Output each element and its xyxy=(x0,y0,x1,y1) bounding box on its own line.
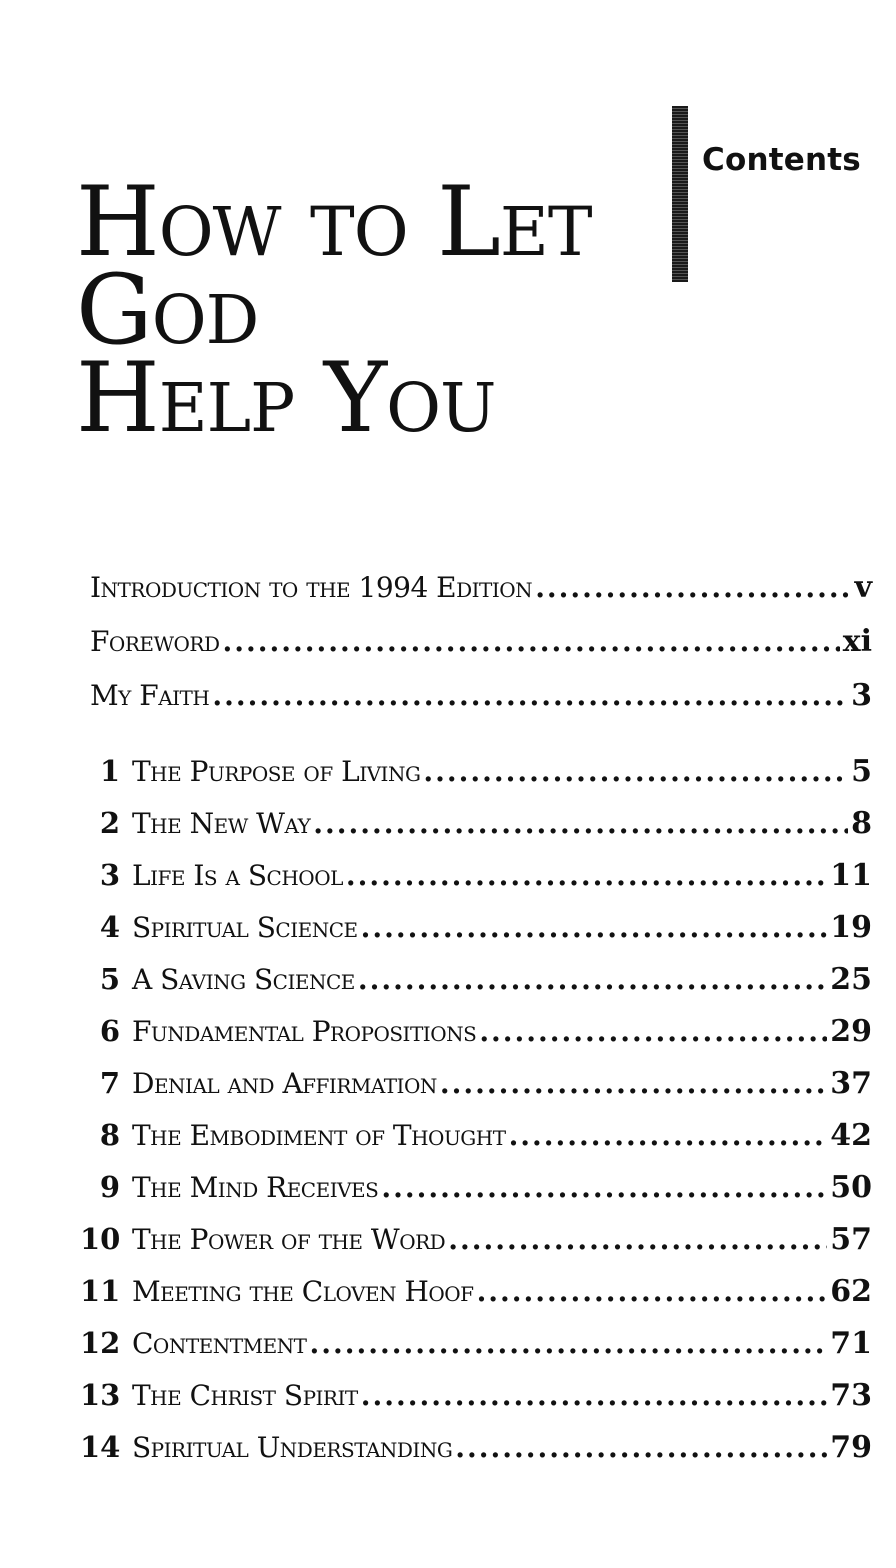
toc-page-number: 71 xyxy=(830,1326,872,1361)
toc-leader-dots xyxy=(455,1431,827,1464)
toc-title: The New Way xyxy=(132,807,311,840)
toc-chapter-number: 3 xyxy=(99,858,120,892)
toc-chapter-number: 11 xyxy=(80,1274,121,1308)
toc-title: Introduction to the 1994 Edition xyxy=(90,571,533,604)
toc-entry-my-faith[interactable] xyxy=(80,678,872,718)
toc-page-number: 5 xyxy=(851,754,872,789)
toc-leader-dots xyxy=(423,755,848,788)
toc-entry-chapter[interactable] xyxy=(80,1170,872,1210)
toc-leader-dots xyxy=(358,963,827,996)
toc-entry-foreword[interactable] xyxy=(80,624,872,664)
toc-chapter-number: 8 xyxy=(99,1118,120,1152)
toc-chapter-number: 7 xyxy=(99,1066,120,1100)
toc-entry-chapter[interactable] xyxy=(80,754,872,794)
toc-title: Contentment xyxy=(132,1327,307,1360)
toc-entry-chapter[interactable] xyxy=(80,858,872,898)
toc-title: Denial and Affirmation xyxy=(132,1067,437,1100)
toc-leader-dots xyxy=(448,1223,827,1256)
toc-leader-dots xyxy=(310,1327,828,1360)
section-label: Contents xyxy=(702,142,861,178)
toc-chapter-number: 13 xyxy=(80,1378,121,1412)
toc-leader-dots xyxy=(361,911,828,944)
toc-leader-dots xyxy=(477,1275,828,1308)
toc-page-number: 62 xyxy=(830,1274,872,1309)
toc-leader-dots xyxy=(346,859,827,892)
toc-chapter-number: 1 xyxy=(99,754,120,788)
toc-entry-chapter[interactable] xyxy=(80,1326,872,1366)
toc-leader-dots xyxy=(509,1119,828,1152)
toc-page-number: 57 xyxy=(830,1222,872,1257)
toc-leader-dots xyxy=(223,625,840,658)
toc-page-number: 50 xyxy=(830,1170,872,1205)
toc-page-number: v xyxy=(854,570,872,605)
toc-page-number: 11 xyxy=(830,858,872,893)
toc-chapter-number: 12 xyxy=(80,1326,121,1360)
toc-leader-dots xyxy=(212,679,848,712)
toc-entry-chapter[interactable] xyxy=(80,1378,872,1418)
toc-entry-chapter[interactable] xyxy=(80,1066,872,1106)
toc-page-number: 42 xyxy=(830,1118,872,1153)
toc-page-number: 8 xyxy=(851,806,872,841)
toc-chapter-number: 14 xyxy=(80,1430,121,1464)
toc-page-number: 25 xyxy=(830,962,872,997)
toc-entry-chapter[interactable] xyxy=(80,1430,872,1470)
toc-entry-introduction[interactable] xyxy=(80,570,872,610)
toc-title: My Faith xyxy=(90,679,210,712)
toc-title: The Christ Spirit xyxy=(132,1379,358,1412)
toc-leader-dots xyxy=(479,1015,827,1048)
toc-title: Foreword xyxy=(90,625,220,658)
book-title-line: Help You xyxy=(76,342,496,454)
toc-chapter-number: 10 xyxy=(80,1222,121,1256)
book-title xyxy=(76,166,636,454)
toc-title: Spiritual Understanding xyxy=(132,1431,453,1464)
toc-chapter-number: 6 xyxy=(99,1014,120,1048)
toc-page-number: 73 xyxy=(830,1378,872,1413)
toc-page-number: 3 xyxy=(851,678,872,713)
toc-leader-dots xyxy=(535,571,851,604)
toc-title: The Embodiment of Thought xyxy=(132,1119,506,1152)
toc-title: Meeting the Cloven Hoof xyxy=(132,1275,474,1308)
toc-leader-dots xyxy=(313,807,848,840)
toc-entry-chapter[interactable] xyxy=(80,1274,872,1314)
toc-chapter-number: 5 xyxy=(99,962,120,996)
section-marker-bar xyxy=(672,106,688,282)
toc-entry-chapter[interactable] xyxy=(80,806,872,846)
toc-title: The Mind Receives xyxy=(132,1171,379,1204)
toc-leader-dots xyxy=(381,1171,827,1204)
toc-title: The Purpose of Living xyxy=(132,755,421,788)
toc-entry-chapter[interactable] xyxy=(80,962,872,1002)
toc-entry-chapter[interactable] xyxy=(80,1118,872,1158)
toc-page-number: 19 xyxy=(830,910,872,945)
book-title-line: God xyxy=(76,254,259,366)
toc-page-number: 29 xyxy=(830,1014,872,1049)
toc-title: The Power of the Word xyxy=(132,1223,446,1256)
toc-title: Life Is a School xyxy=(132,859,343,892)
toc-chapter-number: 9 xyxy=(99,1170,120,1204)
book-title-line: How to Let xyxy=(76,166,592,278)
toc-entry-chapter[interactable] xyxy=(80,1222,872,1262)
toc-chapter-number: 4 xyxy=(99,910,120,944)
toc-page-number: 37 xyxy=(830,1066,872,1101)
toc-entry-chapter[interactable] xyxy=(80,910,872,950)
toc-leader-dots xyxy=(361,1379,828,1412)
toc-page-number: xi xyxy=(842,624,872,659)
toc-page-number: 79 xyxy=(830,1430,872,1465)
toc-entry-chapter[interactable] xyxy=(80,1014,872,1054)
toc-title: Spiritual Science xyxy=(132,911,358,944)
toc-title: Fundamental Propositions xyxy=(132,1015,477,1048)
toc-title: A Saving Science xyxy=(132,963,355,996)
toc-leader-dots xyxy=(440,1067,827,1100)
toc-chapter-number: 2 xyxy=(99,806,120,840)
